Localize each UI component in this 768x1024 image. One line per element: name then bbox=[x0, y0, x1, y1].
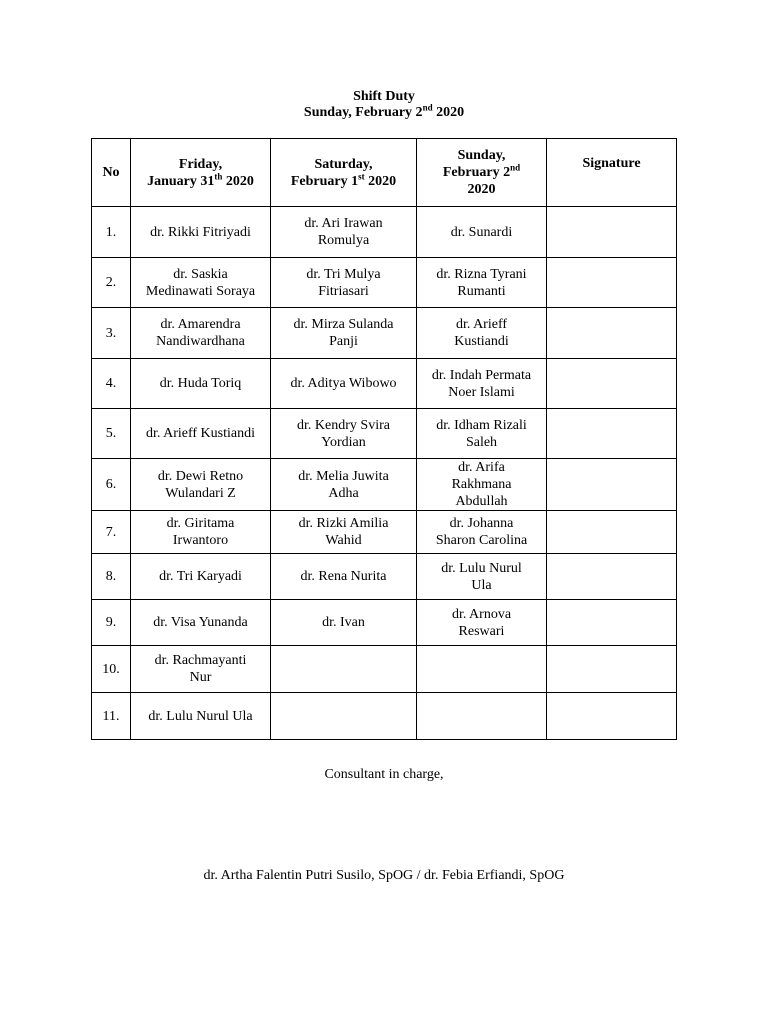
sunday-doctor-name-line: dr. Arieff bbox=[455, 317, 508, 332]
table-row bbox=[92, 207, 677, 258]
saturday-doctor-name-line: Panji bbox=[329, 334, 358, 349]
sunday-doctor-cell bbox=[417, 511, 547, 554]
subtitle-superscript: nd bbox=[422, 102, 433, 113]
sunday-doctor-cell bbox=[417, 207, 547, 258]
table-row bbox=[92, 693, 677, 740]
document-title: Shift Duty bbox=[353, 89, 415, 104]
header-friday-date bbox=[135, 170, 266, 190]
table-row bbox=[92, 554, 677, 600]
saturday-doctor-name-line: dr. Aditya Wibowo bbox=[290, 376, 397, 391]
sunday-doctor-name-line: Kustiandi bbox=[454, 334, 509, 349]
table-row bbox=[92, 511, 677, 554]
sunday-doctor-name-line: dr. Arifa bbox=[458, 460, 505, 475]
signature-cell bbox=[547, 359, 677, 409]
saturday-doctor-cell bbox=[271, 646, 417, 693]
row-number: 6. bbox=[92, 459, 131, 511]
row-number: 3. bbox=[92, 308, 131, 359]
sunday-doctor-cell bbox=[417, 459, 547, 511]
sunday-doctor-name-line: Rumanti bbox=[457, 283, 506, 299]
friday-doctor-name-line: Wulandari Z bbox=[165, 485, 236, 501]
friday-doctor-name-line: Nur bbox=[189, 670, 212, 685]
header-saturday-superscript: st bbox=[358, 170, 365, 181]
header-sunday bbox=[417, 139, 547, 207]
saturday-doctor-cell bbox=[271, 258, 417, 308]
table-body bbox=[92, 207, 677, 740]
header-saturday bbox=[271, 139, 417, 207]
subtitle-year: 2020 bbox=[432, 105, 465, 120]
sunday-doctor-cell bbox=[417, 693, 547, 740]
header-saturday-day: Saturday, bbox=[314, 156, 373, 172]
header-friday-year: 2020 bbox=[222, 173, 254, 189]
saturday-doctor-cell bbox=[271, 359, 417, 409]
friday-doctor-name-line: dr. Giritama bbox=[166, 516, 235, 531]
consultant-label: Consultant in charge, bbox=[324, 767, 444, 782]
saturday-doctor-name-line: dr. Ari Irawan bbox=[304, 216, 383, 231]
sunday-doctor-name-line: dr. Arnova bbox=[451, 606, 512, 622]
friday-doctor-cell bbox=[131, 308, 271, 359]
saturday-doctor-name-line: dr. Rizki Amilia bbox=[298, 516, 389, 531]
document-subtitle bbox=[0, 104, 768, 121]
saturday-doctor-cell bbox=[271, 409, 417, 459]
sunday-doctor-cell bbox=[417, 308, 547, 359]
signature-cell bbox=[547, 258, 677, 308]
table-row bbox=[92, 646, 677, 693]
row-number: 1. bbox=[92, 207, 131, 258]
friday-doctor-cell bbox=[131, 554, 271, 600]
shift-duty-table bbox=[91, 138, 677, 740]
sunday-doctor-name-line: Sharon Carolina bbox=[435, 533, 528, 548]
friday-doctor-name-line: dr. Huda Toriq bbox=[159, 376, 242, 391]
sunday-doctor-name-line: dr. Sunardi bbox=[450, 224, 513, 240]
saturday-doctor-name-line: Adha bbox=[328, 485, 359, 501]
sunday-doctor-cell bbox=[417, 646, 547, 693]
friday-doctor-name-line: dr. Dewi Retno bbox=[157, 468, 244, 484]
friday-doctor-name-line: dr. Visa Yunanda bbox=[153, 615, 248, 630]
table-row bbox=[92, 258, 677, 308]
row-number: 4. bbox=[92, 359, 131, 409]
consultant-names: dr. Artha Falentin Putri Susilo, SpOG / dr. Febia Erfiandi, SpOG bbox=[203, 868, 565, 883]
saturday-doctor-cell bbox=[271, 207, 417, 258]
row-number: 9. bbox=[92, 600, 131, 646]
signature-cell bbox=[547, 693, 677, 740]
saturday-doctor-name-line: Fitriasari bbox=[318, 283, 369, 299]
header-friday bbox=[131, 139, 271, 207]
sunday-doctor-name-line: dr. Rizna Tyrani bbox=[436, 266, 527, 282]
header-saturday-year: 2020 bbox=[364, 173, 397, 189]
sunday-doctor-name-line: Abdullah bbox=[455, 494, 508, 509]
sunday-doctor-name-line: dr. Indah Permata bbox=[431, 367, 532, 383]
sunday-doctor-name-line: dr. Idham Rizali bbox=[436, 417, 527, 433]
sunday-doctor-name-line: Saleh bbox=[465, 434, 498, 450]
header-saturday-date bbox=[275, 170, 412, 190]
friday-doctor-cell bbox=[131, 600, 271, 646]
saturday-doctor-cell bbox=[271, 554, 417, 600]
header-sunday-superscript: nd bbox=[510, 162, 521, 173]
header-friday-date-text: January 31 bbox=[147, 173, 215, 189]
signature-cell bbox=[547, 308, 677, 359]
saturday-doctor-name-line: dr. Tri Mulya bbox=[306, 266, 381, 282]
row-number: 11. bbox=[92, 693, 131, 740]
signature-cell bbox=[547, 207, 677, 258]
signature-cell bbox=[547, 554, 677, 600]
row-number: 2. bbox=[92, 258, 131, 308]
sunday-doctor-cell bbox=[417, 600, 547, 646]
saturday-doctor-cell bbox=[271, 693, 417, 740]
header-sunday-day: Sunday, bbox=[457, 148, 506, 163]
saturday-doctor-name-line: dr. Melia Juwita bbox=[298, 468, 389, 484]
row-number: 5. bbox=[92, 409, 131, 459]
row-number: 10. bbox=[92, 646, 131, 693]
saturday-doctor-cell bbox=[271, 459, 417, 511]
friday-doctor-name-line: dr. Amarendra bbox=[160, 317, 241, 332]
saturday-doctor-name-line: dr. Mirza Sulanda bbox=[293, 317, 394, 332]
signature-cell bbox=[547, 646, 677, 693]
saturday-doctor-cell bbox=[271, 511, 417, 554]
sunday-doctor-name-line: Ula bbox=[471, 577, 492, 593]
friday-doctor-cell bbox=[131, 207, 271, 258]
saturday-doctor-name-line: Yordian bbox=[321, 434, 366, 450]
saturday-doctor-name-line: dr. Rena Nurita bbox=[300, 569, 387, 584]
row-number: 8. bbox=[92, 554, 131, 600]
header-saturday-date-text: February 1 bbox=[290, 173, 359, 189]
header-sunday-year: 2020 bbox=[467, 182, 496, 197]
sunday-doctor-cell bbox=[417, 258, 547, 308]
friday-doctor-cell bbox=[131, 459, 271, 511]
friday-doctor-cell bbox=[131, 359, 271, 409]
signature-cell bbox=[547, 459, 677, 511]
signature-cell bbox=[547, 409, 677, 459]
friday-doctor-cell bbox=[131, 258, 271, 308]
header-no: No bbox=[92, 139, 131, 207]
friday-doctor-name-line: dr. Tri Karyadi bbox=[159, 569, 242, 584]
table-row bbox=[92, 359, 677, 409]
signature-cell bbox=[547, 511, 677, 554]
saturday-doctor-cell bbox=[271, 600, 417, 646]
header-row bbox=[92, 139, 677, 207]
header-sunday-date bbox=[421, 164, 542, 181]
table-row bbox=[92, 308, 677, 359]
sunday-doctor-cell bbox=[417, 554, 547, 600]
row-number: 7. bbox=[92, 511, 131, 554]
friday-doctor-cell bbox=[131, 511, 271, 554]
header-friday-day: Friday, bbox=[178, 156, 223, 172]
table-row bbox=[92, 409, 677, 459]
sunday-doctor-name-line: dr. Lulu Nurul bbox=[441, 560, 522, 576]
header-friday-superscript: th bbox=[214, 170, 223, 181]
friday-doctor-name-line: dr. Saskia bbox=[173, 266, 228, 282]
friday-doctor-cell bbox=[131, 693, 271, 740]
sunday-doctor-cell bbox=[417, 409, 547, 459]
header-sunday-date-text: February 2 bbox=[442, 165, 511, 180]
sunday-doctor-name-line: Noer Islami bbox=[448, 384, 515, 400]
subtitle-text: Sunday, February 2 bbox=[303, 105, 423, 120]
saturday-doctor-name-line: dr. Kendry Svira bbox=[297, 417, 390, 433]
table-row bbox=[92, 600, 677, 646]
table-row bbox=[92, 459, 677, 511]
friday-doctor-cell bbox=[131, 646, 271, 693]
signature-cell bbox=[547, 600, 677, 646]
friday-doctor-name-line: Medinawati Soraya bbox=[145, 283, 256, 299]
sunday-doctor-name-line: Rakhmana bbox=[451, 477, 512, 492]
sunday-doctor-name-line: Reswari bbox=[458, 623, 505, 639]
header-signature: Signature bbox=[547, 139, 677, 207]
friday-doctor-name-line: dr. Rachmayanti bbox=[154, 653, 247, 668]
friday-doctor-cell bbox=[131, 409, 271, 459]
friday-doctor-name-line: dr. Rikki Fitriyadi bbox=[150, 224, 251, 240]
saturday-doctor-cell bbox=[271, 308, 417, 359]
friday-doctor-name-line: dr. Arieff Kustiandi bbox=[145, 426, 255, 441]
friday-doctor-name-line: Irwantoro bbox=[172, 533, 229, 548]
sunday-doctor-name-line: dr. Johanna bbox=[449, 516, 514, 531]
saturday-doctor-name-line: Romulya bbox=[317, 233, 370, 248]
friday-doctor-name-line: dr. Lulu Nurul Ula bbox=[148, 708, 253, 724]
sunday-doctor-cell bbox=[417, 359, 547, 409]
friday-doctor-name-line: Nandiwardhana bbox=[156, 334, 245, 349]
saturday-doctor-name-line: Wahid bbox=[325, 533, 362, 548]
saturday-doctor-name-line: dr. Ivan bbox=[322, 615, 365, 630]
